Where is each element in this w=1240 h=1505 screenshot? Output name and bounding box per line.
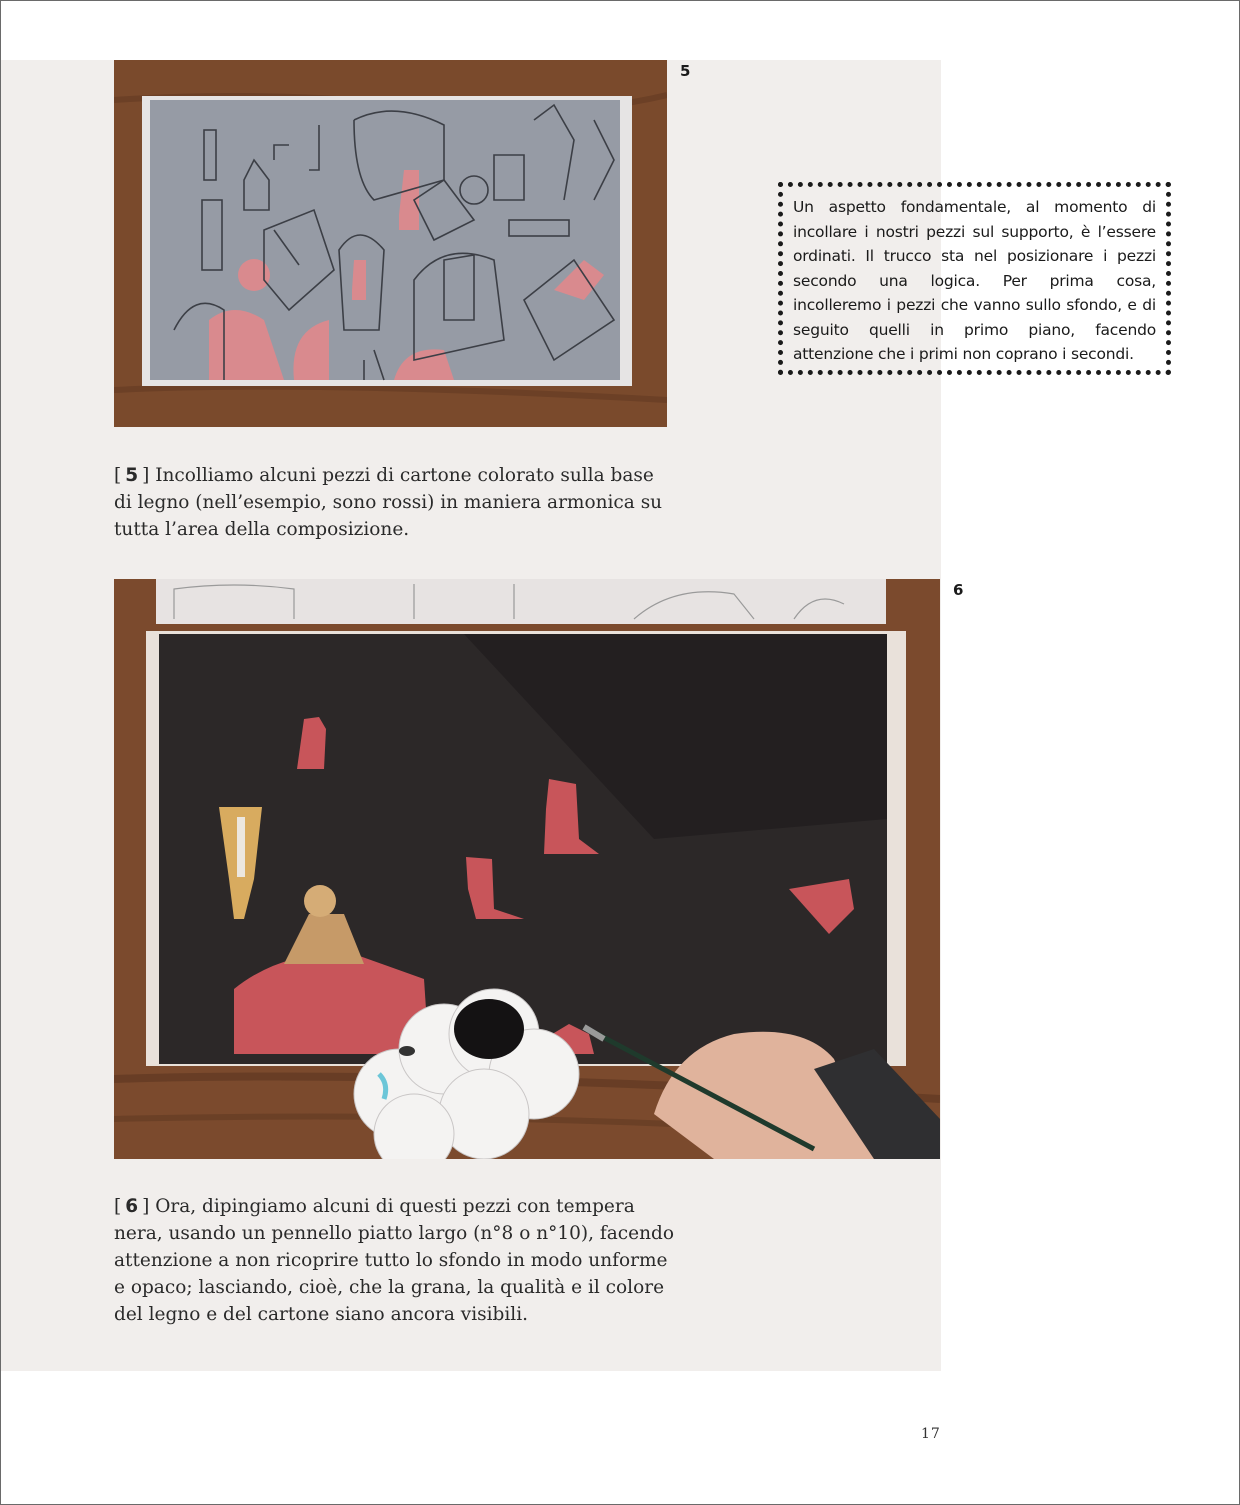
step-6-caption [114, 1193, 674, 1328]
page-number: 17 [921, 1426, 941, 1442]
step-5-number: 5 [680, 62, 691, 80]
caption-bracket-close: ] [142, 1196, 150, 1217]
step-5-photo [114, 60, 667, 427]
caption-bracket-open: [ [114, 465, 122, 486]
step-6-number: 6 [953, 581, 964, 599]
caption-text: Incolliamo alcuni pezzi di cartone colorato sulla base di legno (nell’esempio, sono rossi) in maniera armonica su tutta l’area della composizione. [114, 465, 663, 540]
tip-box [778, 182, 1171, 375]
step-6-illustration [114, 579, 940, 1159]
step-6-photo [114, 579, 940, 1159]
caption-step-number: 5 [125, 465, 139, 486]
step-5-illustration [114, 60, 667, 427]
step-5-caption [114, 462, 674, 543]
caption-step-number: 6 [125, 1196, 139, 1217]
caption-text: Ora, dipingiamo alcuni di questi pezzi con tempera nera, usando un pennello piatto largo (n°8 o n°10), facendo attenzione a non ricoprire tutto lo sfondo in modo unforme e opaco; lasciando, cioè, che la grana, la qualità e il colore del legno e del cartone siano ancora visibili. [114, 1196, 674, 1325]
caption-bracket-open: [ [114, 1196, 122, 1217]
caption-bracket-close: ] [142, 465, 150, 486]
tip-text: Un aspetto fondamentale, al momento di incollare i nostri pezzi sul supporto, è l’essere ordinati. Il trucco sta nel posizionare i pezzi secondo una logica. Per prima cosa, incolleremo i pezzi che vanno sullo sfondo, e di seguito quelli in primo piano, facendo attenzione che i primi non coprano i secondi. [793, 198, 1156, 363]
